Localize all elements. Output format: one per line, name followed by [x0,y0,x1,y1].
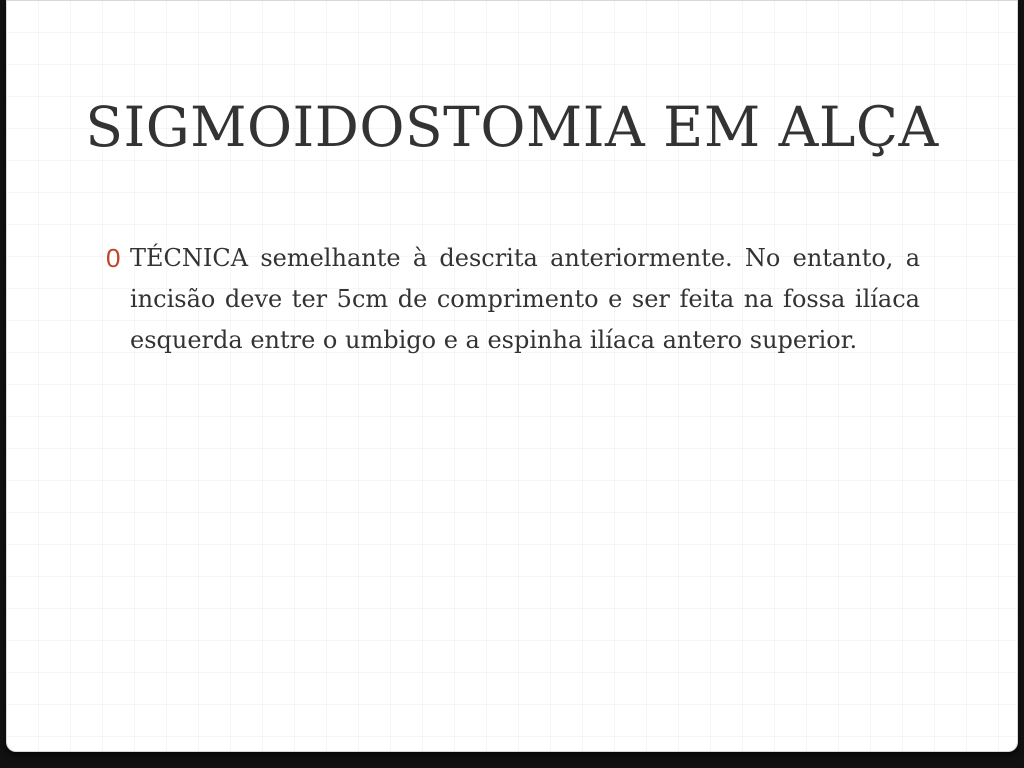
slide-canvas [6,0,1018,752]
bullet-marker-icon: 0 [106,243,121,273]
bullet-list [104,238,920,361]
bullet-text: TÉCNICA semelhante à descrita anteriormente. No entanto, a incisão deve ter 5cm de comprimento e ser feita na fossa ilíaca esquerda entre o umbigo e a espinha ilíaca antero superior. [130,244,920,354]
slide-title: SIGMOIDOSTOMIA EM ALÇA [85,95,939,159]
bullet-item [104,238,920,361]
